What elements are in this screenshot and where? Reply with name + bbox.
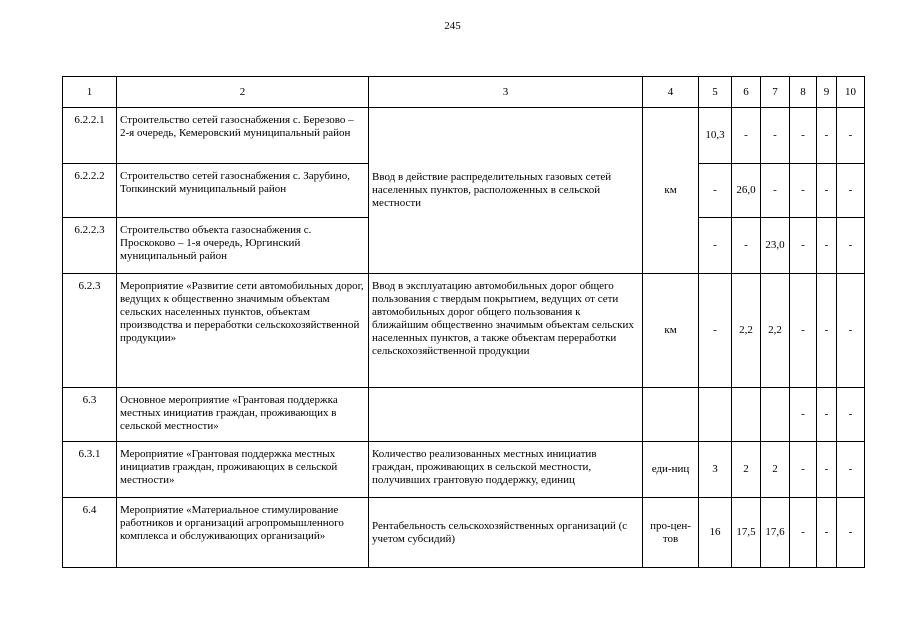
value-cell: 2,2 xyxy=(732,274,761,388)
group-indicator: Ввод в действие распределительных газовых сетей населенных пунктов, расположенных в сельской местности xyxy=(369,108,643,274)
value-cell: 3 xyxy=(699,442,732,498)
value-cell: - xyxy=(817,218,837,274)
value-cell: - xyxy=(790,108,817,164)
header-cell: 9 xyxy=(817,77,837,108)
row-number: 6.3 xyxy=(63,388,117,442)
row-unit: км xyxy=(643,274,699,388)
value-cell: 23,0 xyxy=(761,218,790,274)
row-indicator xyxy=(369,388,643,442)
value-cell: - xyxy=(837,274,865,388)
value-cell: - xyxy=(790,218,817,274)
row-number: 6.4 xyxy=(63,498,117,568)
value-cell: 17,6 xyxy=(761,498,790,568)
row-name: Мероприятие «Материальное стимулирование работников и организаций агропромышленного комплекса и обслуживающих организаций» xyxy=(117,498,369,568)
group-unit: км xyxy=(643,108,699,274)
data-table xyxy=(62,76,865,568)
table-row xyxy=(63,108,865,164)
value-cell: - xyxy=(732,218,761,274)
value-cell: 16 xyxy=(699,498,732,568)
value-cell: - xyxy=(837,388,865,442)
row-name: Строительство объекта газоснабжения с. Проскоково – 1-я очередь, Юргинский муниципальный район xyxy=(117,218,369,274)
value-cell: - xyxy=(790,442,817,498)
value-cell: 2,2 xyxy=(761,274,790,388)
value-cell: - xyxy=(817,442,837,498)
value-cell: - xyxy=(699,218,732,274)
row-name: Мероприятие «Грантовая поддержка местных инициатив граждан, проживающих в сельской местности» xyxy=(117,442,369,498)
value-cell: - xyxy=(837,164,865,218)
value-cell xyxy=(761,388,790,442)
value-cell: - xyxy=(699,274,732,388)
value-cell: - xyxy=(817,108,837,164)
page-number: 245 xyxy=(444,20,461,32)
value-cell xyxy=(699,388,732,442)
value-cell: - xyxy=(817,388,837,442)
row-indicator: Количество реализованных местных инициатив граждан, проживающих в сельской местности, получивших грантовую поддержку, единиц xyxy=(369,442,643,498)
value-cell xyxy=(732,388,761,442)
row-indicator: Ввод в эксплуатацию автомобильных дорог общего пользования с твердым покрытием, ведущих от сети автомобильных дорог общего пользования к ближайшим общественно значимым объектам сельских населенных пунктов, а также объектам переработки сельскохозяйственной продукции xyxy=(369,274,643,388)
header-cell: 2 xyxy=(117,77,369,108)
table-row xyxy=(63,498,865,568)
row-name: Строительство сетей газоснабжения с. Березово – 2-я очередь, Кемеровский муниципальный район xyxy=(117,108,369,164)
row-unit xyxy=(643,388,699,442)
header-cell: 10 xyxy=(837,77,865,108)
header-cell: 4 xyxy=(643,77,699,108)
header-cell: 1 xyxy=(63,77,117,108)
value-cell: - xyxy=(837,498,865,568)
value-cell: - xyxy=(817,274,837,388)
row-indicator: Рентабельность сельскохозяйственных организаций (с учетом субсидий) xyxy=(369,498,643,568)
value-cell: - xyxy=(837,218,865,274)
row-unit: еди-ниц xyxy=(643,442,699,498)
table-row xyxy=(63,442,865,498)
header-cell: 7 xyxy=(761,77,790,108)
row-number: 6.2.2.2 xyxy=(63,164,117,218)
header-cell: 5 xyxy=(699,77,732,108)
value-cell: - xyxy=(790,498,817,568)
value-cell: - xyxy=(761,164,790,218)
row-name: Строительство сетей газоснабжения с. Зарубино, Топкинский муниципальный район xyxy=(117,164,369,218)
row-name: Основное мероприятие «Грантовая поддержка местных инициатив граждан, проживающих в сельской местности» xyxy=(117,388,369,442)
value-cell: - xyxy=(837,108,865,164)
row-name: Мероприятие «Развитие сети автомобильных дорог, ведущих к общественно значимым объектам сельских населенных пунктов, объектам производства и переработки сельскохозяйственной продукции» xyxy=(117,274,369,388)
table-row xyxy=(63,388,865,442)
value-cell: - xyxy=(732,108,761,164)
table-row xyxy=(63,274,865,388)
value-cell: - xyxy=(817,498,837,568)
value-cell: - xyxy=(790,164,817,218)
row-number: 6.2.2.1 xyxy=(63,108,117,164)
row-number: 6.3.1 xyxy=(63,442,117,498)
header-cell: 6 xyxy=(732,77,761,108)
value-cell: - xyxy=(817,164,837,218)
value-cell: - xyxy=(790,388,817,442)
value-cell: - xyxy=(699,164,732,218)
value-cell: 2 xyxy=(761,442,790,498)
header-cell: 3 xyxy=(369,77,643,108)
value-cell: 17,5 xyxy=(732,498,761,568)
value-cell: 2 xyxy=(732,442,761,498)
value-cell: - xyxy=(790,274,817,388)
row-number: 6.2.2.3 xyxy=(63,218,117,274)
value-cell: 26,0 xyxy=(732,164,761,218)
row-number: 6.2.3 xyxy=(63,274,117,388)
value-cell: - xyxy=(837,442,865,498)
value-cell: 10,3 xyxy=(699,108,732,164)
row-unit: про-цен-тов xyxy=(643,498,699,568)
value-cell: - xyxy=(761,108,790,164)
header-cell: 8 xyxy=(790,77,817,108)
header-row xyxy=(63,77,865,108)
